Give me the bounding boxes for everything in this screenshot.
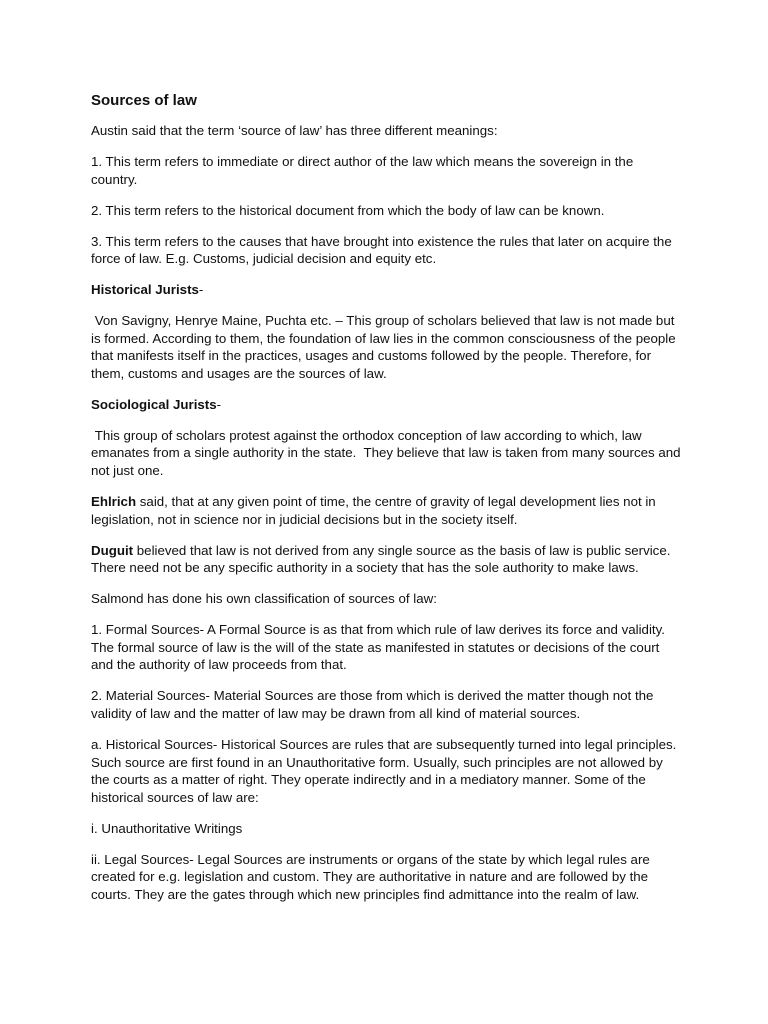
- bold-term: Sociological Jurists: [91, 396, 217, 412]
- paragraph-duguit: Duguit believed that law is not derived from any single source as the basis of law is public service. There need not be any specific authority in a society that has the sole authority to make laws.: [91, 542, 671, 576]
- paragraph-austin-intro: Austin said that the term ‘source of law’ has three different meanings:: [91, 123, 498, 138]
- paragraph-historical-sources: a. Historical Sources- Historical Sources are rules that are subsequently turned into legal principles. Such source are first found in an Unauthoritative form. Usually, such principles are not allowed by the courts as a matter of right. They operate indirectly and in a mediatory manner. Some of the historical sources of law are:: [91, 736, 677, 805]
- paragraph-ehlrich: Ehlrich said, that at any given point of time, the centre of gravity of legal development lies not in legislation, not in science nor in judicial decisions but in the society itself.: [91, 494, 656, 527]
- heading-historical-jurists: Historical Jurists-: [91, 282, 204, 298]
- paragraph-unauthoritative-writings: i. Unauthoritative Writings: [91, 820, 243, 836]
- paragraph-sociological-jurists: This group of scholars protest against the orthodox conception of law according to which, law emanates from a single authority in the state. They believe that law is taken from many sources and not just one.: [91, 427, 681, 479]
- bold-term: Duguit: [91, 542, 134, 558]
- document-page: [91, 92, 683, 917]
- paragraph-salmond-intro: Salmond has done his own classification of sources of law:: [91, 591, 437, 607]
- paragraph-material-sources: 2. Material Sources- Material Sources are those from which is derived the matter though not the validity of law and the matter of law may be drawn from all kind of material sources.: [91, 688, 654, 721]
- paragraph-meaning-1: 1. This term refers to immediate or direct author of the law which means the sovereign in the country.: [91, 153, 634, 187]
- bold-term: Ehlrich: [91, 494, 137, 510]
- paragraph-historical-jurists: Von Savigny, Henrye Maine, Puchta etc. – This group of scholars believed that law is not made but is formed. According to them, the foundation of law lies in the common consciousness of the people that manifests itself in the practices, usages and customs followed by the people. Therefore, for them, customs and usages are the sources of law.: [91, 313, 676, 381]
- paragraph-legal-sources: ii. Legal Sources- Legal Sources are instruments or organs of the state by which legal rules are created for e.g. legislation and custom. They are authoritative in nature and are followed by the courts. They are the gates through which new principles find admittance into the realm of law.: [91, 851, 650, 902]
- paragraph-meaning-2: 2. This term refers to the historical document from which the body of law can be known.: [91, 202, 605, 218]
- page-title: Sources of law: [91, 92, 197, 109]
- bold-term: Historical Jurists: [91, 282, 199, 298]
- paragraph-formal-sources: 1. Formal Sources- A Formal Source is as that from which rule of law derives its force and validity. The formal source of law is the will of the state as manifested in statutes or decisions of the court and the authority of law proceeds from that.: [91, 622, 665, 673]
- heading-sociological-jurists: Sociological Jurists-: [91, 396, 222, 412]
- paragraph-meaning-3: 3. This term refers to the causes that have brought into existence the rules that later on acquire the force of law. E.g. Customs, judicial decision and equity etc.: [91, 233, 672, 267]
